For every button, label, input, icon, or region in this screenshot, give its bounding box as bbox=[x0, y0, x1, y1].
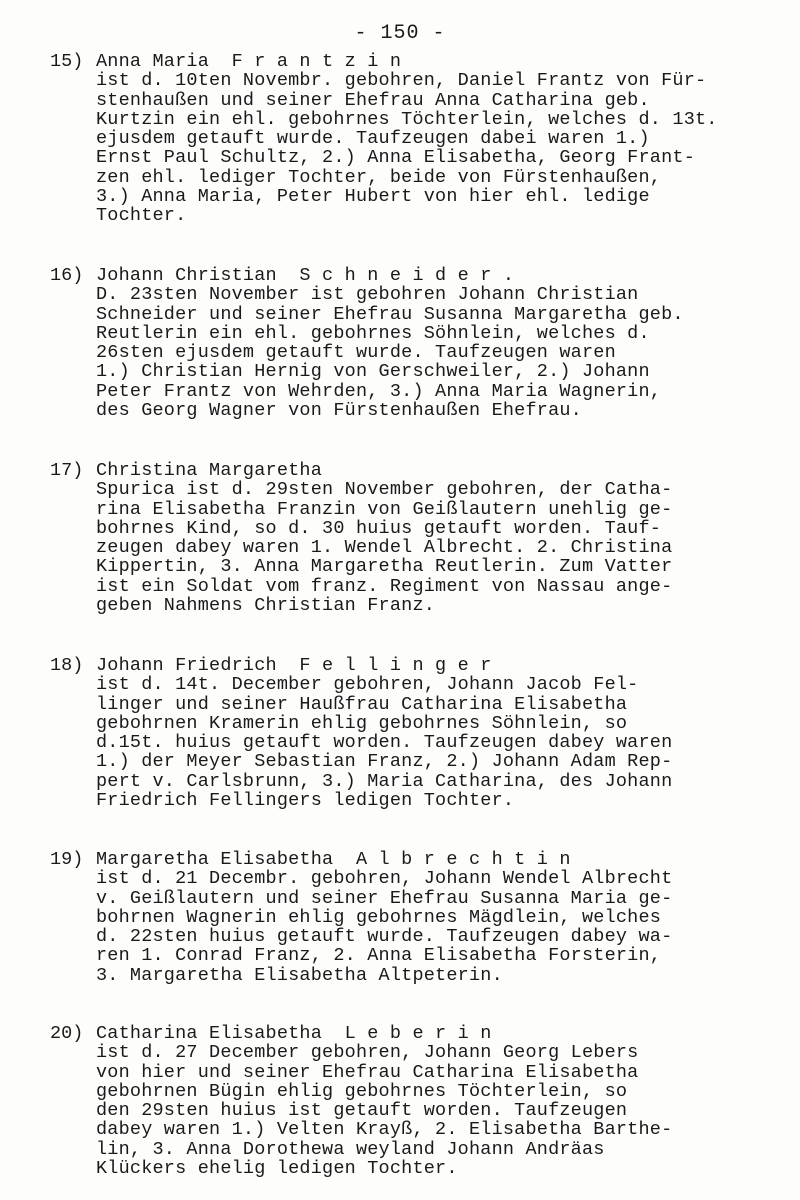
entry-heading: Johann Friedrich F e l l i n g e r bbox=[96, 655, 492, 676]
entry-line: 1.) der Meyer Sebastian Franz, 2.) Johann Adam Rep- bbox=[96, 751, 673, 773]
entry-line: gebohrnen Bügin ehlig gebohrnes Töchterlein, so bbox=[96, 1080, 628, 1102]
entry-line: ist d. 10ten Novembr. gebohren, Daniel Frantz von Für- bbox=[96, 70, 707, 92]
entry-heading: Anna Maria F r a n t z i n bbox=[96, 51, 402, 72]
entry-number: 19) bbox=[50, 849, 84, 870]
entry-line: d.15t. huius getauft worden. Taufzeugen dabey waren bbox=[96, 732, 673, 754]
entry-line: D. 23sten November ist gebohren Johann Christian bbox=[96, 284, 639, 306]
entry-text bbox=[96, 266, 766, 420]
entry-line: geben Nahmens Christian Franz. bbox=[96, 595, 436, 617]
entry-line: ist d. 14t. December gebohren, Johann Jacob Fel- bbox=[96, 674, 639, 696]
entry-line: bohrnes Kind, so d. 30 huius getauft worden. Tauf- bbox=[96, 517, 662, 539]
entry-line: pert v. Carlsbrunn, 3.) Maria Catharina, des Johann bbox=[96, 770, 673, 792]
entry-line: Spurica ist d. 29sten November gebohren, der Catha- bbox=[96, 479, 673, 501]
entry-line: 3.) Anna Maria, Peter Hubert von hier ehl. ledige bbox=[96, 186, 650, 208]
entry-line: dabey waren 1.) Velten Krayß, 2. Elisabetha Barthe- bbox=[96, 1119, 673, 1141]
entry-line: Kippertin, 3. Anna Margaretha Reutlerin. Zum Vatter bbox=[96, 556, 673, 578]
entry-text bbox=[96, 656, 766, 810]
entry-line: lin, 3. Anna Dorothewa weyland Johann Andräas bbox=[96, 1138, 605, 1160]
entry-line: 3. Margaretha Elisabetha Altpeterin. bbox=[96, 964, 503, 986]
entry-text bbox=[96, 1024, 766, 1178]
entry-line: 26sten ejusdem getauft wurde. Taufzeugen waren bbox=[96, 342, 616, 364]
entry-line: des Georg Wagner von Fürstenhaußen Ehefrau. bbox=[96, 400, 582, 422]
entry-line: Klückers ehelig ledigen Tochter. bbox=[96, 1158, 458, 1180]
entry-heading: Johann Christian S c h n e i d e r . bbox=[96, 265, 515, 286]
entry-line: bohrnen Wagnerin ehlig gebohrnes Mägdlein, welches bbox=[96, 906, 662, 928]
entry-line: zeugen dabey waren 1. Wendel Albrecht. 2. Christina bbox=[96, 537, 673, 559]
entry-heading: Christina Margaretha bbox=[96, 460, 323, 481]
entry-line: Schneider und seiner Ehefrau Susanna Margaretha geb. bbox=[96, 303, 684, 325]
entry-line: den 29sten huius ist getauft worden. Taufzeugen bbox=[96, 1100, 628, 1122]
entry-line: ejusdem getauft wurde. Taufzeugen dabei waren 1.) bbox=[96, 128, 650, 150]
entry-number: 16) bbox=[50, 265, 84, 286]
entry-text bbox=[96, 461, 766, 615]
entry-line: gebohrnen Kramerin ehlig gebohrnes Söhnlein, so bbox=[96, 712, 628, 734]
entry-line: ist d. 21 Decembr. gebohren, Johann Wendel Albrecht bbox=[96, 868, 673, 890]
entry-text bbox=[96, 52, 766, 226]
entry-number: 17) bbox=[50, 460, 84, 481]
entry-line: Reutlerin ein ehl. gebohrnes Söhnlein, welches d. bbox=[96, 322, 650, 344]
entry-number: 18) bbox=[50, 655, 84, 676]
entry-heading: Margaretha Elisabetha A l b r e c h t i n bbox=[96, 849, 571, 870]
entry-line: rina Elisabetha Franzin von Geißlautern unehlig ge- bbox=[96, 498, 673, 520]
entry-line: stenhaußen und seiner Ehefrau Anna Catharina geb. bbox=[96, 89, 650, 111]
entry-line: Friedrich Fellingers ledigen Tochter. bbox=[96, 790, 515, 812]
entry-heading: Catharina Elisabetha L e b e r i n bbox=[96, 1023, 492, 1044]
entry-line: ist d. 27 December gebohren, Johann Georg Lebers bbox=[96, 1042, 639, 1064]
entry-line: ren 1. Conrad Franz, 2. Anna Elisabetha Forsterin, bbox=[96, 945, 662, 967]
entry-line: ist ein Soldat vom franz. Regiment von Nassau ange- bbox=[96, 575, 673, 597]
entry-text bbox=[96, 850, 766, 985]
entry-line: v. Geißlautern und seiner Ehefrau Susanna Maria ge- bbox=[96, 887, 673, 909]
entry-line: d. 22sten huius getauft wurde. Taufzeugen dabey wa- bbox=[96, 926, 673, 948]
entry-line: von hier und seiner Ehefrau Catharina Elisabetha bbox=[96, 1061, 639, 1083]
page-number: - 150 - bbox=[354, 22, 446, 45]
entry-line: Ernst Paul Schultz, 2.) Anna Elisabetha, Georg Frant- bbox=[96, 147, 695, 169]
entry-number: 20) bbox=[50, 1023, 84, 1044]
entry-line: Tochter. bbox=[96, 205, 187, 227]
entry-line: Kurtzin ein ehl. gebohrnes Töchterlein, welches d. 13t. bbox=[96, 108, 718, 130]
entry-line: Peter Frantz von Wehrden, 3.) Anna Maria Wagnerin, bbox=[96, 380, 662, 402]
entry-number: 15) bbox=[50, 51, 84, 72]
entry-line: zen ehl. lediger Tochter, beide von Fürstenhaußen, bbox=[96, 166, 662, 188]
entry-line: 1.) Christian Hernig von Gerschweiler, 2.) Johann bbox=[96, 361, 650, 383]
entry-line: linger und seiner Haußfrau Catharina Elisabetha bbox=[96, 693, 628, 715]
